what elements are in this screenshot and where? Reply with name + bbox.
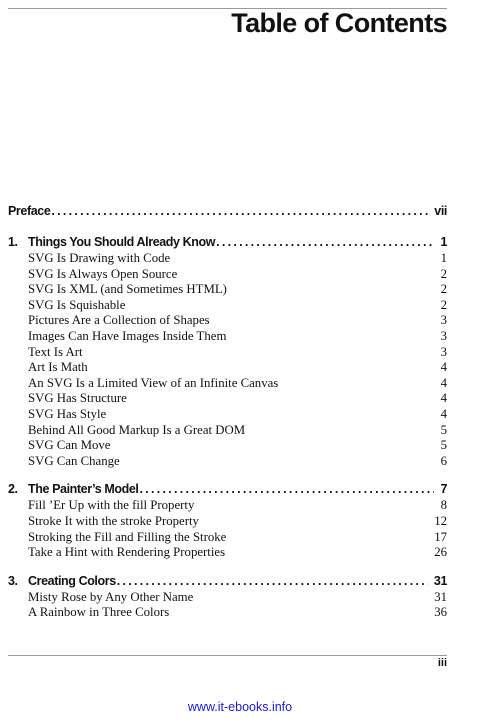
section-page-number: 4 <box>440 360 447 375</box>
section-title: An SVG Is a Limited View of an Infinite Canvas <box>28 375 279 390</box>
toc-section-entry[interactable] <box>8 438 447 454</box>
section-title: SVG Is Drawing with Code <box>28 251 171 265</box>
section-title: SVG Has Structure <box>28 391 127 406</box>
toc-section-entry[interactable] <box>8 298 447 314</box>
toc-section-entry[interactable] <box>8 498 447 514</box>
spacer <box>8 220 447 234</box>
toc-section-entry[interactable] <box>8 360 447 376</box>
section-title: Pictures Are a Collection of Shapes <box>28 313 210 328</box>
page-folio: iii <box>437 657 447 669</box>
section-page-number: 2 <box>440 282 447 297</box>
toc-page-number: vii <box>434 204 447 218</box>
section-title: Stroke It with the stroke Property <box>28 513 199 528</box>
section-title: SVG Is XML (and Sometimes HTML) <box>28 282 227 297</box>
toc-chapter-entry[interactable] <box>8 481 447 498</box>
spacer <box>8 561 447 573</box>
section-title: SVG Has Style <box>28 406 107 421</box>
dot-leader <box>51 203 428 220</box>
toc-chapter-entry[interactable] <box>8 234 447 251</box>
section-title: A Rainbow in Three Colors <box>28 605 170 620</box>
section-title: SVG Can Move <box>28 438 111 453</box>
toc-section-entry[interactable] <box>8 313 447 329</box>
section-page-number: 3 <box>440 313 447 328</box>
toc-section-entry[interactable] <box>8 530 447 546</box>
dot-leader <box>117 573 428 590</box>
toc-section-entry[interactable] <box>8 282 447 298</box>
section-page-number: 1 <box>440 251 447 265</box>
section-page-number: 2 <box>440 266 447 281</box>
chapter-title: Things You Should Already Know <box>28 235 216 249</box>
dot-leader <box>139 481 434 498</box>
section-title: SVG Can Change <box>28 453 120 468</box>
section-title: Behind All Good Markup Is a Great DOM <box>28 422 246 437</box>
section-page-number: 4 <box>440 406 447 421</box>
section-title: Fill ’Er Up with the fill Property <box>28 498 195 513</box>
dot-leader <box>216 234 434 251</box>
toc-section-entry[interactable] <box>8 590 447 606</box>
toc-entry-preface[interactable] <box>8 203 447 220</box>
section-page-number: 5 <box>440 438 447 453</box>
section-page-number: 26 <box>434 545 447 560</box>
bottom-rule <box>8 655 447 656</box>
toc-section-entry[interactable] <box>8 329 447 345</box>
toc-section-entry[interactable] <box>8 267 447 283</box>
section-title: Images Can Have Images Inside Them <box>28 328 227 343</box>
section-title: Stroking the Fill and Filling the Stroke <box>28 529 227 544</box>
toc-section-entry[interactable] <box>8 391 447 407</box>
toc-section-entry[interactable] <box>8 605 447 621</box>
section-page-number: 4 <box>440 391 447 406</box>
section-page-number: 3 <box>440 328 447 343</box>
section-page-number: 36 <box>434 605 447 620</box>
section-title: Take a Hint with Rendering Properties <box>28 545 226 560</box>
section-title: Art Is Math <box>28 360 88 375</box>
section-title: SVG Is Squishable <box>28 297 126 312</box>
chapter-page-number: 7 <box>440 482 447 497</box>
section-page-number: 5 <box>440 422 447 437</box>
section-page-number: 4 <box>440 375 447 390</box>
toc-section-entry[interactable] <box>8 376 447 392</box>
section-page-number: 12 <box>434 513 447 528</box>
chapter-page-number: 31 <box>433 573 447 588</box>
section-page-number: 8 <box>440 498 447 513</box>
chapter-title: Creating Colors <box>28 573 116 588</box>
toc-section-entry[interactable] <box>8 545 447 561</box>
table-of-contents <box>8 203 447 621</box>
toc-section-entry[interactable] <box>8 345 447 361</box>
toc-section-entry[interactable] <box>8 423 447 439</box>
section-title: Text Is Art <box>28 344 83 359</box>
footer-link[interactable]: www.it-ebooks.info <box>187 700 293 714</box>
spacer <box>8 469 447 481</box>
section-title: Misty Rose by Any Other Name <box>28 589 194 604</box>
chapter-number: 1. <box>8 235 18 249</box>
section-page-number: 3 <box>440 344 447 359</box>
section-page-number: 2 <box>440 297 447 312</box>
toc-section-entry[interactable] <box>8 454 447 470</box>
toc-section-entry[interactable] <box>8 514 447 530</box>
chapter-number: 3. <box>8 573 18 588</box>
chapter-page-number: 1 <box>440 235 447 249</box>
section-page-number: 6 <box>440 453 447 468</box>
toc-section-entry[interactable] <box>8 407 447 423</box>
section-title: SVG Is Always Open Source <box>28 266 178 281</box>
chapter-list <box>8 234 447 621</box>
section-page-number: 17 <box>434 529 447 544</box>
toc-section-entry[interactable] <box>8 251 447 267</box>
toc-entry-title: Preface <box>8 204 51 218</box>
page-title: Table of Contents <box>231 8 447 38</box>
toc-chapter-entry[interactable] <box>8 573 447 590</box>
chapter-number: 2. <box>8 482 18 497</box>
section-page-number: 31 <box>434 589 447 604</box>
chapter-title: The Painter’s Model <box>28 482 139 497</box>
